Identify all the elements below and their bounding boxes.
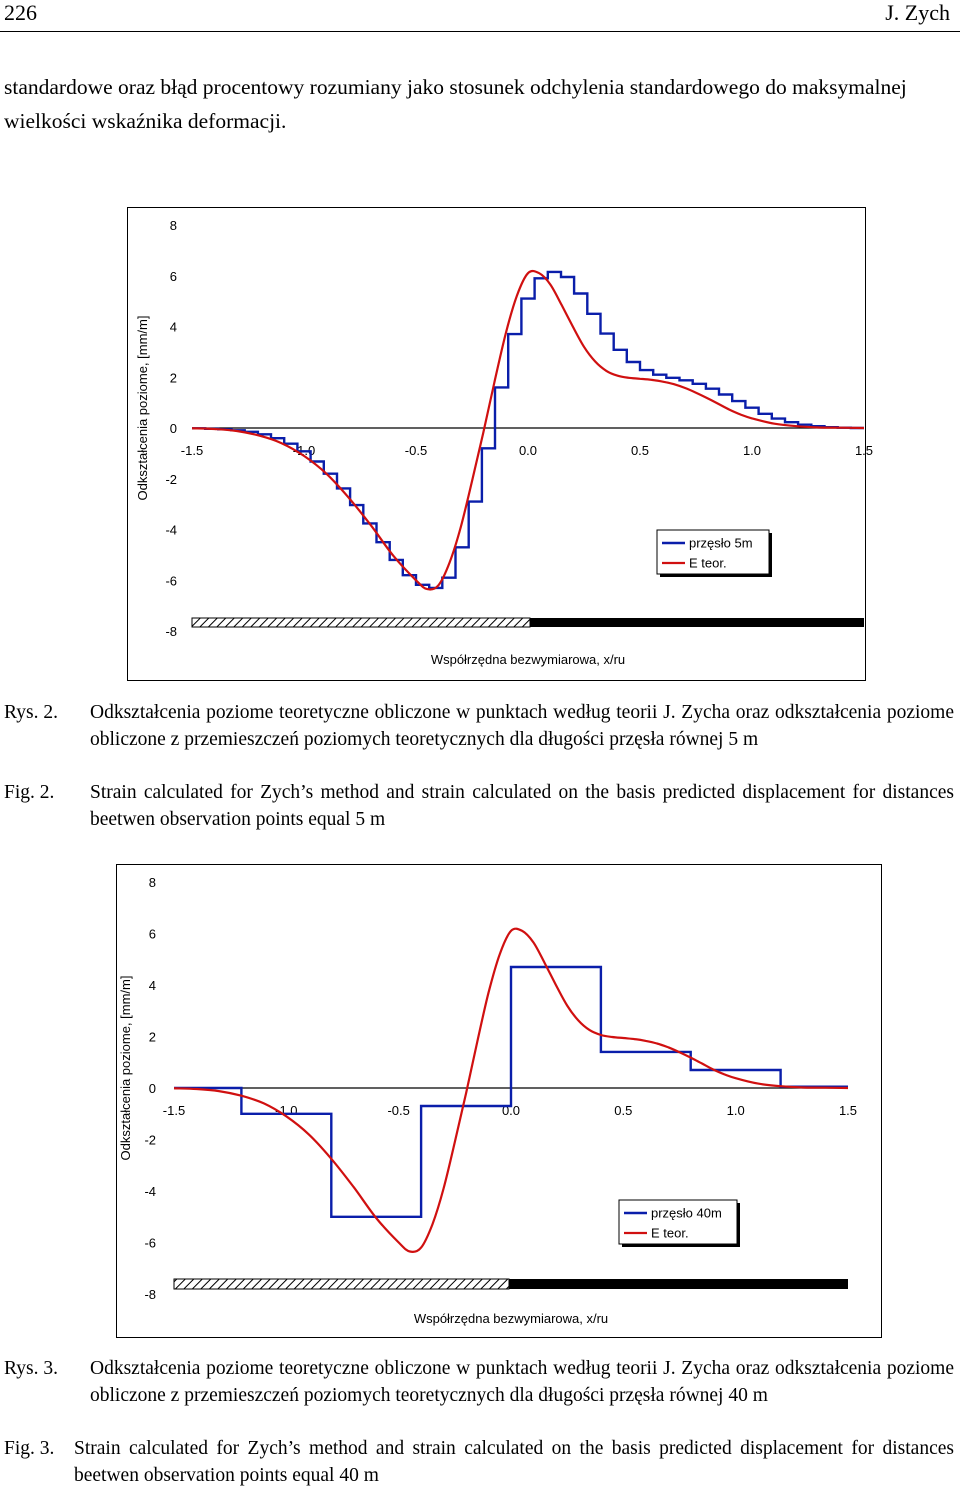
y-tick-label: 6 <box>148 926 156 942</box>
figure-2-caption-pl <box>4 700 954 753</box>
x-tick-label: -1.0 <box>292 443 316 458</box>
legend-label-step: przęsło 40m <box>651 1205 722 1221</box>
x-tick-label: -1.0 <box>275 1103 298 1118</box>
y-axis-label: Odkształcenia poziome, [mm/m] <box>118 975 133 1161</box>
legend-label-theory: E teor. <box>651 1225 689 1241</box>
y-tick-label: 8 <box>169 218 177 233</box>
x-tick-label: 0.5 <box>614 1103 633 1118</box>
x-tick-label: -1.5 <box>162 1103 186 1118</box>
y-tick-label: -6 <box>144 1235 156 1251</box>
x-tick-label: 0.0 <box>518 443 538 458</box>
y-tick-label: 6 <box>169 268 177 284</box>
legend-label-step: przęsło 5m <box>689 535 753 551</box>
header-rule <box>0 31 960 32</box>
y-tick-label: 0 <box>169 421 177 436</box>
y-tick-label: -2 <box>144 1132 156 1148</box>
x-tick-label: 1.5 <box>854 443 874 458</box>
y-tick-label: -4 <box>144 1184 156 1199</box>
y-tick-label: 8 <box>148 875 156 890</box>
x-tick-label: 1.0 <box>726 1103 745 1118</box>
figure-2-fig-text: Strain calculated for Zych’s method and strain calculated on the basis predicted displacement for distances beetwen observation points equal 5 m <box>90 782 954 830</box>
y-tick-label: -8 <box>144 1287 156 1302</box>
y-tick-label: -2 <box>165 471 177 487</box>
page-header <box>0 0 960 34</box>
x-tick-label: -0.5 <box>404 443 428 458</box>
x-tick-label: 0.5 <box>630 443 650 458</box>
y-tick-label: 2 <box>169 370 177 386</box>
hatched-bar <box>174 1279 509 1289</box>
running-author: J. Zych <box>885 0 950 25</box>
x-tick-label: 0.0 <box>501 1103 521 1118</box>
y-tick-label: 2 <box>148 1029 156 1045</box>
figure-3-caption-pl <box>4 1356 954 1409</box>
figure-3-fig-label: Fig. 3. <box>4 1438 55 1459</box>
intro-paragraph: standardowe oraz błąd procentowy rozumiany jako stosunek odchylenia standardowego do maksymalnej wielkości wskaźnika deformacji. <box>4 75 907 133</box>
figure-2-fig-label: Fig. 2. <box>4 782 55 803</box>
x-axis-label: Współrzędna bezwymiarowa, x/ru <box>413 1311 609 1326</box>
y-tick-label: -8 <box>165 624 177 639</box>
x-axis-label: Współrzędna bezwymiarowa, x/ru <box>430 652 626 667</box>
y-axis-label: Odkształcenia poziome, [mm/m] <box>135 315 150 501</box>
figure-2-rys-text: Odkształcenia poziome teoretyczne obliczone w punktach według teorii J. Zycha oraz odkształcenia poziome obliczone z przemieszczeń poziomych teoretycznych dla długości przęsła równej 5 m <box>90 702 954 750</box>
y-tick-label: -4 <box>165 522 177 538</box>
y-tick-label: -6 <box>165 573 177 589</box>
x-tick-label: 1.0 <box>742 443 762 458</box>
figure-3-rys-label: Rys. 3. <box>4 1358 58 1379</box>
page-number: 226 <box>4 0 37 25</box>
figure-2-chart <box>127 207 874 681</box>
y-tick-label: 4 <box>148 978 156 993</box>
y-tick-label: 0 <box>148 1081 156 1096</box>
figure-3-chart <box>116 864 882 1338</box>
x-tick-label: 1.5 <box>838 1103 858 1118</box>
figure-3-fig-text: Strain calculated for Zych’s method and strain calculated on the basis predicted displacement for distances beetwen observation points equal 40 m <box>74 1438 954 1486</box>
solid-bar <box>509 1279 848 1289</box>
chart-frame <box>117 865 882 1338</box>
solid-bar <box>530 618 864 627</box>
hatched-bar <box>192 618 530 627</box>
x-tick-label: -0.5 <box>387 1103 410 1118</box>
figure-2-rys-label: Rys. 2. <box>4 702 58 723</box>
x-tick-label: -1.5 <box>180 443 204 458</box>
figure-2-caption-en <box>4 780 954 833</box>
figure-3-caption-en <box>4 1436 954 1489</box>
figure-3-rys-text: Odkształcenia poziome teoretyczne obliczone w punktach według teorii J. Zycha oraz odkształcenia poziome obliczone z przemieszczeń poziomych teoretycznych dla długości przęsła równej 40 m <box>90 1358 954 1406</box>
legend-label-theory: E teor. <box>689 555 727 571</box>
y-tick-label: 4 <box>169 319 177 335</box>
